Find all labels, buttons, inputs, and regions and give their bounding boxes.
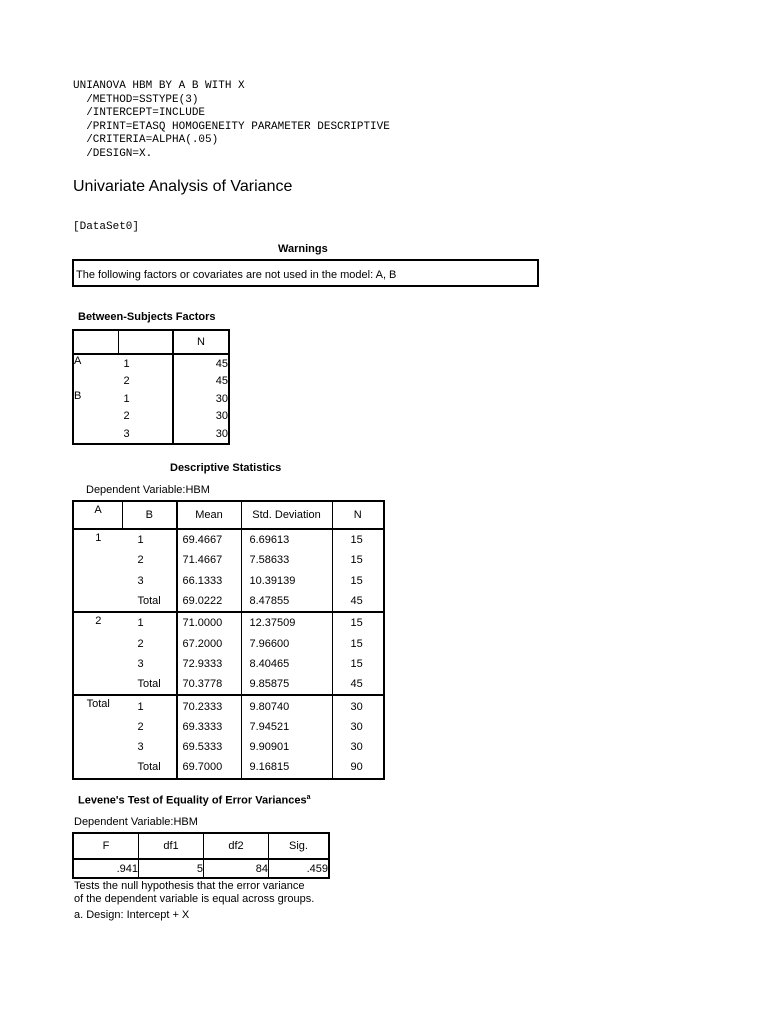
a-cell [73,717,123,737]
sd-cell: 9.16815 [241,757,332,778]
descriptive-statistics-table [72,500,385,780]
mean-cell: 71.0000 [177,612,242,633]
header-mean: Mean [177,501,242,529]
mean-cell: 72.9333 [177,654,242,674]
b-cell: Total [123,674,177,695]
header-n: N [332,501,384,529]
df1-cell: 5 [139,859,204,878]
sd-cell: 8.40465 [241,654,332,674]
n-cell: 30 [350,720,363,733]
n-cell: 45 [332,674,384,695]
b-cell: 2 [123,717,177,737]
b-cell: 2 [123,633,177,653]
sd-cell: 7.96600 [241,633,332,653]
table-header-row [73,501,384,529]
factor-cell [73,373,119,391]
page-title: Univariate Analysis of Variance [73,178,293,195]
levene-dependent-variable: Dependent Variable:HBM [74,816,198,828]
b-cell: 2 [123,550,177,570]
n-cell: 30 [215,392,228,405]
levene-note-line1: Tests the null hypothesis that the error variance [74,880,305,892]
mean-cell: 69.3333 [177,717,242,737]
n-cell: 30 [215,410,228,423]
sd-cell: 7.58633 [241,550,332,570]
a-cell [73,633,123,653]
sd-cell: 9.90901 [241,737,332,757]
table-row [73,633,384,653]
sd-cell: 9.80740 [241,695,332,716]
table-row [73,654,384,674]
table-header-row [73,833,329,859]
mean-cell: 70.3778 [177,674,242,695]
a-cell [73,571,123,591]
table-row [73,425,229,444]
table-row [73,674,384,695]
header-std-deviation: Std. Deviation [241,501,332,529]
between-subjects-table [72,329,230,445]
mean-cell: 69.4667 [177,529,242,550]
b-cell: 1 [123,529,177,550]
table-row [73,717,384,737]
a-cell [73,654,123,674]
df2-cell: 84 [204,859,269,878]
sd-cell: 6.69613 [241,529,332,550]
n-cell: 45 [215,357,228,370]
table-row [73,591,384,612]
level-cell: 1 [119,354,174,373]
table-row [73,373,229,391]
a-cell [73,757,123,778]
n-cell: 15 [350,534,363,547]
mean-cell: 69.7000 [177,757,242,778]
a-cell [73,737,123,757]
warnings-title: Warnings [278,243,328,255]
mean-cell: 67.2000 [177,633,242,653]
table-row [73,612,384,633]
mean-cell: 66.1333 [177,571,242,591]
sd-cell: 12.37509 [241,612,332,633]
between-subjects-title: Between-Subjects Factors [78,311,216,323]
table-row [73,695,384,716]
mean-cell: 69.0222 [177,591,242,612]
header-b: B [123,501,177,529]
mean-cell: 70.2333 [177,695,242,716]
descriptive-title: Descriptive Statistics [170,462,282,474]
b-cell: 1 [123,695,177,716]
n-cell: 15 [350,657,363,670]
b-cell: 1 [123,612,177,633]
header-sig: Sig. [269,833,330,859]
levene-footnote: a. Design: Intercept + X [74,909,190,921]
header-cell [73,330,119,354]
n-cell: 30 [350,700,363,713]
sd-cell: 10.39139 [241,571,332,591]
sd-cell: 9.85875 [241,674,332,695]
a-cell [73,674,123,695]
mean-cell: 71.4667 [177,550,242,570]
b-cell: 3 [123,737,177,757]
n-cell: 15 [350,554,363,567]
f-cell: .941 [73,859,139,878]
factor-cell [73,408,119,426]
b-cell: 3 [123,654,177,674]
levene-superscript: a [306,794,311,801]
n-cell: 90 [350,761,363,774]
header-a: A [73,501,123,529]
table-row [73,354,229,373]
levene-title-text: Levene's Test of Equality of Error Variances [78,794,307,807]
header-df2: df2 [204,833,269,859]
level-cell: 2 [119,408,174,426]
n-cell: 45 [215,375,228,388]
levene-table [72,832,330,879]
a-cell: 2 [95,615,102,628]
dataset-label: [DataSet0] [73,221,140,233]
n-header: N [173,330,229,354]
factor-cell [73,425,119,444]
a-cell [73,550,123,570]
table-row [73,571,384,591]
n-cell: 15 [350,617,363,630]
n-cell: 45 [332,591,384,612]
level-cell: 3 [119,425,174,444]
levene-title [78,794,311,807]
factor-cell: A [74,355,82,367]
table-row [73,390,229,408]
b-cell: 3 [123,571,177,591]
warnings-box [72,259,539,287]
a-cell [73,591,123,612]
syntax-block: UNIANOVA HBM BY A B WITH X /METHOD=SSTYPE(3) /INTERCEPT=INCLUDE /PRINT=ETASQ HOMOGENEITY PARAMETER DESCRIPTIVE /CRITERIA=ALPHA(.05) /DESIGN=X. [73,80,390,160]
level-cell: 2 [119,373,174,391]
a-cell: 1 [95,532,102,544]
table-row [73,737,384,757]
n-cell: 30 [215,427,228,440]
table-row [73,859,329,878]
n-cell: 15 [350,574,363,587]
header-cell [119,330,174,354]
n-cell: 30 [350,741,363,754]
a-cell: Total [86,698,110,711]
table-row [73,408,229,426]
sd-cell: 8.47855 [241,591,332,612]
levene-note-line2: of the dependent variable is equal across groups. [74,892,315,905]
sig-cell: .459 [306,862,328,875]
n-cell: 15 [350,637,363,650]
levene-note [74,880,314,905]
sd-cell: 7.94521 [241,717,332,737]
b-cell: Total [123,591,177,612]
table-header-row [73,330,229,354]
mean-cell: 69.5333 [177,737,242,757]
header-f: F [73,833,139,859]
descriptive-dependent-variable: Dependent Variable:HBM [86,484,210,496]
table-row [73,550,384,570]
warnings-message: The following factors or covariates are not used in the model: A, B [76,269,397,281]
b-cell: Total [123,757,177,778]
header-df1: df1 [139,833,204,859]
table-row [73,529,384,550]
factor-cell: B [74,390,82,402]
table-row [73,757,384,778]
level-cell: 1 [119,390,174,408]
